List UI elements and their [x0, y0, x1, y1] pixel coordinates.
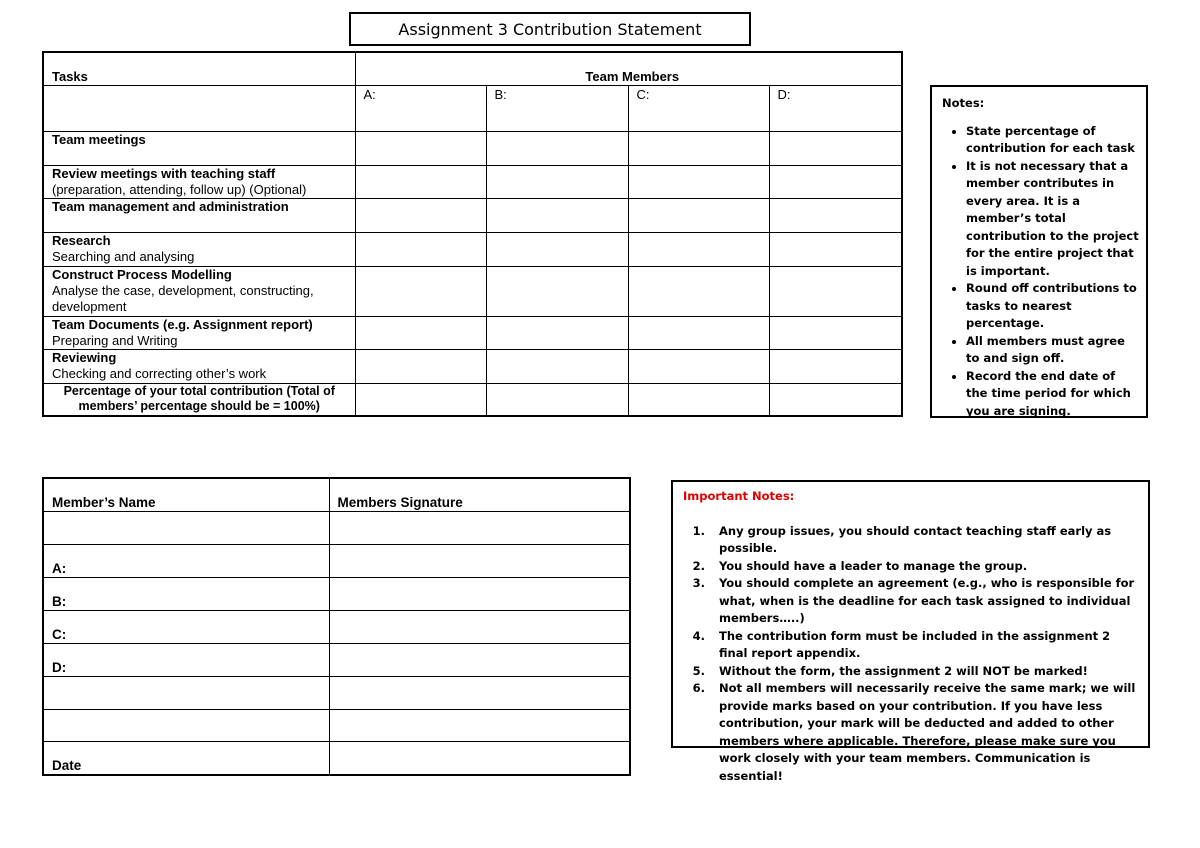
contribution-cell[interactable] — [355, 165, 486, 198]
task-row — [43, 131, 902, 165]
signature-table — [42, 477, 631, 776]
contribution-cell[interactable] — [486, 349, 628, 383]
member-signature-cell[interactable] — [329, 577, 630, 610]
contribution-cell[interactable] — [769, 198, 902, 232]
total-percentage-row — [43, 383, 902, 416]
tasks-header: Tasks — [43, 52, 355, 85]
total-cell[interactable] — [355, 383, 486, 416]
important-note-item: 5. Without the form, the assignment 2 will NOT be marked! — [709, 663, 1138, 681]
contribution-cell[interactable] — [628, 198, 769, 232]
note-item: • State percentage of contribution for each task — [966, 123, 1140, 158]
task-row — [43, 349, 902, 383]
contribution-cell[interactable] — [769, 266, 902, 316]
task-label: Team meetings — [52, 131, 146, 147]
member-signature-cell[interactable] — [329, 511, 630, 544]
task-row — [43, 165, 902, 198]
contribution-cell[interactable] — [486, 198, 628, 232]
member-signature-cell[interactable] — [329, 709, 630, 741]
contribution-cell[interactable] — [628, 232, 769, 266]
signature-row — [43, 709, 630, 741]
signature-row — [43, 577, 630, 610]
team-members-header: Team Members — [355, 52, 902, 85]
contribution-cell[interactable] — [486, 232, 628, 266]
task-sublabel: Checking and correcting other’s work — [52, 365, 267, 381]
task-label: Review meetings with teaching staff — [52, 165, 276, 181]
notes-title: Notes: — [942, 96, 985, 110]
important-note-item: 1. Any group issues, you should contact teaching staff early as possible. — [709, 523, 1138, 558]
signature-row — [43, 676, 630, 709]
contribution-cell[interactable] — [355, 266, 486, 316]
date-label: Date — [43, 741, 329, 775]
member-signature-cell[interactable] — [329, 610, 630, 643]
member-name-cell[interactable] — [43, 511, 329, 544]
contribution-cell[interactable] — [355, 131, 486, 165]
signature-row — [43, 610, 630, 643]
important-notes-list — [683, 523, 1138, 786]
task-sublabel: Analyse the case, development, constructing, development — [52, 282, 314, 314]
important-notes-box — [671, 480, 1150, 783]
contribution-cell[interactable] — [486, 131, 628, 165]
letters-row-blank — [43, 85, 355, 131]
member-letter-b: B: — [486, 85, 628, 131]
important-note-item: 2. You should have a leader to manage the group. — [709, 558, 1138, 576]
member-name-cell[interactable]: C: — [43, 610, 329, 643]
task-row — [43, 198, 902, 232]
notes-box — [930, 85, 1148, 418]
member-name-header: Member’s Name — [43, 478, 329, 511]
member-name-cell[interactable]: B: — [43, 577, 329, 610]
contribution-cell[interactable] — [486, 165, 628, 198]
member-signature-header: Members Signature — [329, 478, 630, 511]
task-label: Team Documents (e.g. Assignment report) — [52, 316, 313, 332]
contribution-table — [42, 51, 903, 417]
member-name-cell[interactable] — [43, 676, 329, 709]
contribution-cell[interactable] — [486, 316, 628, 349]
important-note-item: 4. The contribution form must be included in the assignment 2 final report appendix. — [709, 628, 1138, 663]
task-sublabel: Searching and analysing — [52, 248, 195, 264]
contribution-cell[interactable] — [769, 232, 902, 266]
contribution-cell[interactable] — [355, 232, 486, 266]
page-title: Assignment 3 Contribution Statement — [349, 12, 751, 46]
task-label: Construct Process Modelling — [52, 266, 232, 282]
contribution-cell[interactable] — [628, 316, 769, 349]
signature-row — [43, 544, 630, 577]
member-name-cell[interactable] — [43, 709, 329, 741]
task-row — [43, 232, 902, 266]
contribution-cell[interactable] — [769, 165, 902, 198]
member-name-cell[interactable]: A: — [43, 544, 329, 577]
contribution-cell[interactable] — [628, 165, 769, 198]
contribution-cell[interactable] — [355, 349, 486, 383]
contribution-cell[interactable] — [355, 198, 486, 232]
task-sublabel: Preparing and Writing — [52, 332, 178, 348]
note-item: • Round off contributions to tasks to nearest percentage. — [966, 280, 1140, 333]
task-label: Reviewing — [52, 349, 117, 365]
contribution-cell[interactable] — [628, 131, 769, 165]
signature-row — [43, 511, 630, 544]
member-signature-cell[interactable] — [329, 676, 630, 709]
task-label: Team management and administration — [52, 198, 289, 214]
contribution-cell[interactable] — [628, 266, 769, 316]
member-letter-c: C: — [628, 85, 769, 131]
task-row — [43, 316, 902, 349]
member-signature-cell[interactable] — [329, 643, 630, 676]
note-item: • It is not necessary that a member contributes in every area. It is a member’s total contribution to the project for the entire project that is important. — [966, 158, 1140, 281]
date-row — [43, 741, 630, 775]
important-notes-title: Important Notes: — [683, 489, 795, 503]
signature-row — [43, 643, 630, 676]
task-label: Research — [52, 232, 111, 248]
contribution-cell[interactable] — [486, 266, 628, 316]
member-letter-a: A: — [355, 85, 486, 131]
member-signature-cell[interactable] — [329, 544, 630, 577]
note-item: • All members must agree to and sign off. — [966, 333, 1140, 368]
important-note-item: 3. You should complete an agreement (e.g., who is responsible for what, when is the deadline for each task assigned to individual members…..) — [709, 575, 1138, 628]
important-note-item: 6. Not all members will necessarily receive the same mark; we will provide marks based on your contribution. If you have less contribution, your mark will be deducted and added to other members where applicable. Therefore, please make sure you work closely with your team members. Communication is essential! — [709, 680, 1138, 785]
date-cell[interactable] — [329, 741, 630, 775]
total-cell[interactable] — [628, 383, 769, 416]
task-row — [43, 266, 902, 316]
total-cell[interactable] — [769, 383, 902, 416]
member-name-cell[interactable]: D: — [43, 643, 329, 676]
notes-list — [942, 123, 1140, 421]
contribution-cell[interactable] — [769, 316, 902, 349]
member-letter-d: D: — [769, 85, 902, 131]
note-item: • Record the end date of the time period for which you are signing. — [966, 368, 1140, 421]
contribution-cell[interactable] — [769, 349, 902, 383]
contribution-cell[interactable] — [628, 349, 769, 383]
task-sublabel: (preparation, attending, follow up) (Optional) — [52, 181, 307, 197]
total-percentage-label: Percentage of your total contribution (Total of members’ percentage should be = 100%) — [43, 383, 355, 416]
total-cell[interactable] — [486, 383, 628, 416]
contribution-cell[interactable] — [355, 316, 486, 349]
contribution-cell[interactable] — [769, 131, 902, 165]
